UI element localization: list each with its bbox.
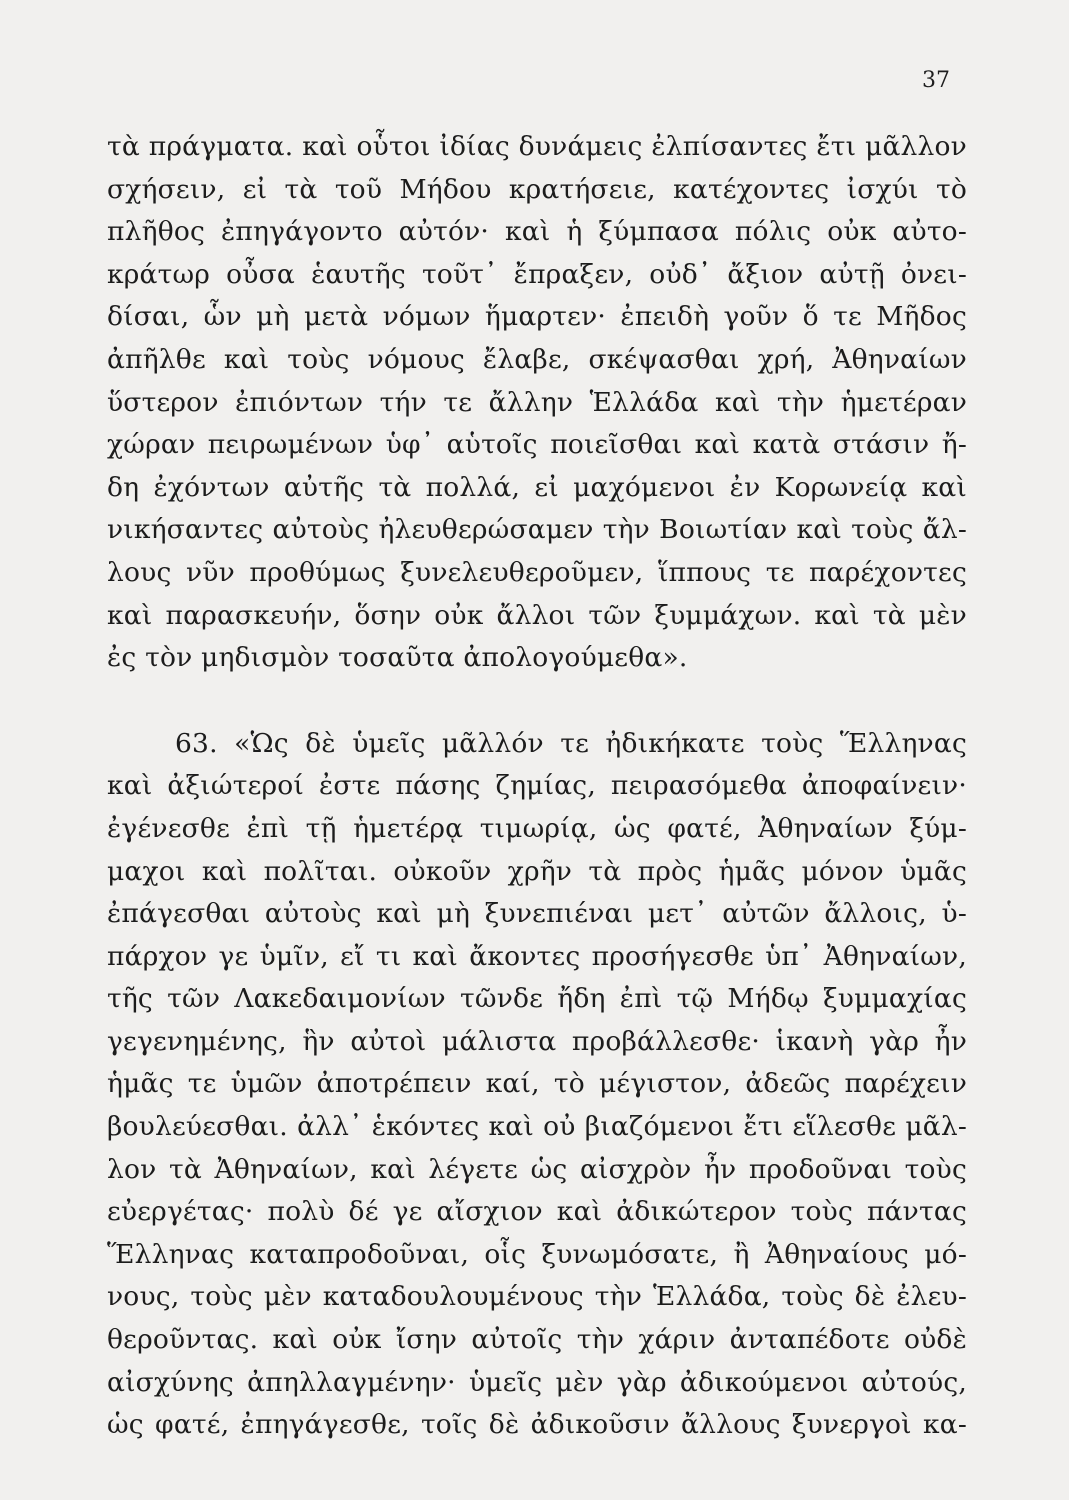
text-line: πλῆθος ἐπηγάγοντο αὐτόν· καὶ ἡ ξύμπασα πόλις οὐκ αὐτο- [107,216,967,248]
text-line: δίσαι, ὧν μὴ μετὰ νόμων ἥμαρτεν· ἐπειδὴ γοῦν ὅ τε Μῆδος [107,301,967,333]
text-line: δη ἐχόντων αὐτῆς τὰ πολλά, εἰ μαχόμενοι ἐν Κορωνείᾳ καὶ [107,471,967,503]
text-line: καὶ ἀξιώτεροί ἐστε πάσης ζημίας, πειρασόμεθα ἀποφαίνειν· [107,770,967,802]
paragraph-63 [107,723,967,1447]
text-line: ἐγένεσθε ἐπὶ τῇ ἡμετέρᾳ τιμωρίᾳ, ὡς φατέ, Ἀθηναίων ξύμ- [107,812,967,844]
body-text [107,126,967,1447]
text-line: λους νῦν προθύμως ξυνελευθεροῦμεν, ἵππους τε παρέχοντες [107,556,967,588]
text-line: ὡς φατέ, ἐπηγάγεσθε, τοῖς δὲ ἀδικοῦσιν ἄλλους ξυνεργοὶ κα- [107,1409,967,1441]
section-63-first-line: 63. «Ὡς δὲ ὑμεῖς μᾶλλόν τε ἠδικήκατε τοὺς Ἕλληνας [175,727,967,759]
text-line: ἐς τὸν μηδισμὸν τοσαῦτα ἀπολογούμεθα». [107,642,688,674]
text-line: κράτωρ οὖσα ἑαυτῆς τοῦτ᾽ ἔπραξεν, οὐδ᾽ ἄξιον αὐτῇ ὀνει- [107,258,967,290]
text-line: σχήσειν, εἰ τὰ τοῦ Μήδου κρατήσειε, κατέχοντες ἰσχύι τὸ [107,173,967,205]
text-line: θεροῦντας. καὶ οὐκ ἴσην αὐτοῖς τὴν χάριν ἀνταπέδοτε οὐδὲ [107,1324,967,1356]
paragraph-1 [107,126,967,680]
text-line: χώραν πειρωμένων ὑφ᾽ αὑτοῖς ποιεῖσθαι καὶ κατὰ στάσιν ἤ- [107,429,967,461]
text-line: ἡμᾶς τε ὑμῶν ἀποτρέπειν καί, τὸ μέγιστον, ἀδεῶς παρέχειν [107,1068,967,1100]
text-line: λον τὰ Ἀθηναίων, καὶ λέγετε ὡς αἰσχρὸν ἦν προδοῦναι τοὺς [107,1153,967,1185]
text-line: εὐεργέτας· πολὺ δέ γε αἴσχιον καὶ ἀδικώτερον τοὺς πάντας [107,1196,967,1228]
text-line: αἰσχύνης ἀπηλλαγμένην· ὑμεῖς μὲν γὰρ ἀδικούμενοι αὐτούς, [107,1366,967,1398]
text-line: Ἕλληνας καταπροδοῦναι, οἷς ξυνωμόσατε, ἢ Ἀθηναίους μό- [107,1238,967,1270]
text-line: βουλεύεσθαι. ἀλλ᾽ ἑκόντες καὶ οὐ βιαζόμενοι ἔτι εἵλεσθε μᾶλ- [107,1111,967,1143]
text-line: γεγενημένης, ἣν αὐτοὶ μάλιστα προβάλλεσθε· ἱκανὴ γὰρ ἦν [107,1025,967,1057]
text-line: καὶ παρασκευήν, ὅσην οὐκ ἄλλοι τῶν ξυμμάχων. καὶ τὰ μὲν [107,599,967,631]
text-line: νικήσαντες αὐτοὺς ἠλευθερώσαμεν τὴν Βοιωτίαν καὶ τοὺς ἄλ- [107,514,967,546]
text-line: νους, τοὺς μὲν καταδουλουμένους τὴν Ἑλλάδα, τοὺς δὲ ἐλευ- [107,1281,967,1313]
text-line: τῆς τῶν Λακεδαιμονίων τῶνδε ἤδη ἐπὶ τῷ Μήδῳ ξυμμαχίας [107,983,967,1015]
text-line: ὕστερον ἐπιόντων τήν τε ἄλλην Ἑλλάδα καὶ τὴν ἡμετέραν [107,386,967,418]
page-number: 37 [922,68,950,93]
text-line: ἐπάγεσθαι αὐτοὺς καὶ μὴ ξυνεπιέναι μετ᾽ αὐτῶν ἄλλοις, ὑ- [107,898,967,930]
text-line: ἀπῆλθε καὶ τοὺς νόμους ἔλαβε, σκέψασθαι χρή, Ἀθηναίων [107,343,967,375]
text-line: μαχοι καὶ πολῖται. οὐκοῦν χρῆν τὰ πρὸς ἡμᾶς μόνον ὑμᾶς [107,855,967,887]
text-line: τὰ πράγματα. καὶ οὗτοι ἰδίας δυνάμεις ἐλπίσαντες ἔτι μᾶλλον [107,131,967,162]
text-line: πάρχον γε ὑμῖν, εἴ τι καὶ ἄκοντες προσήγεσθε ὑπ᾽ Ἀθηναίων, [107,940,967,972]
